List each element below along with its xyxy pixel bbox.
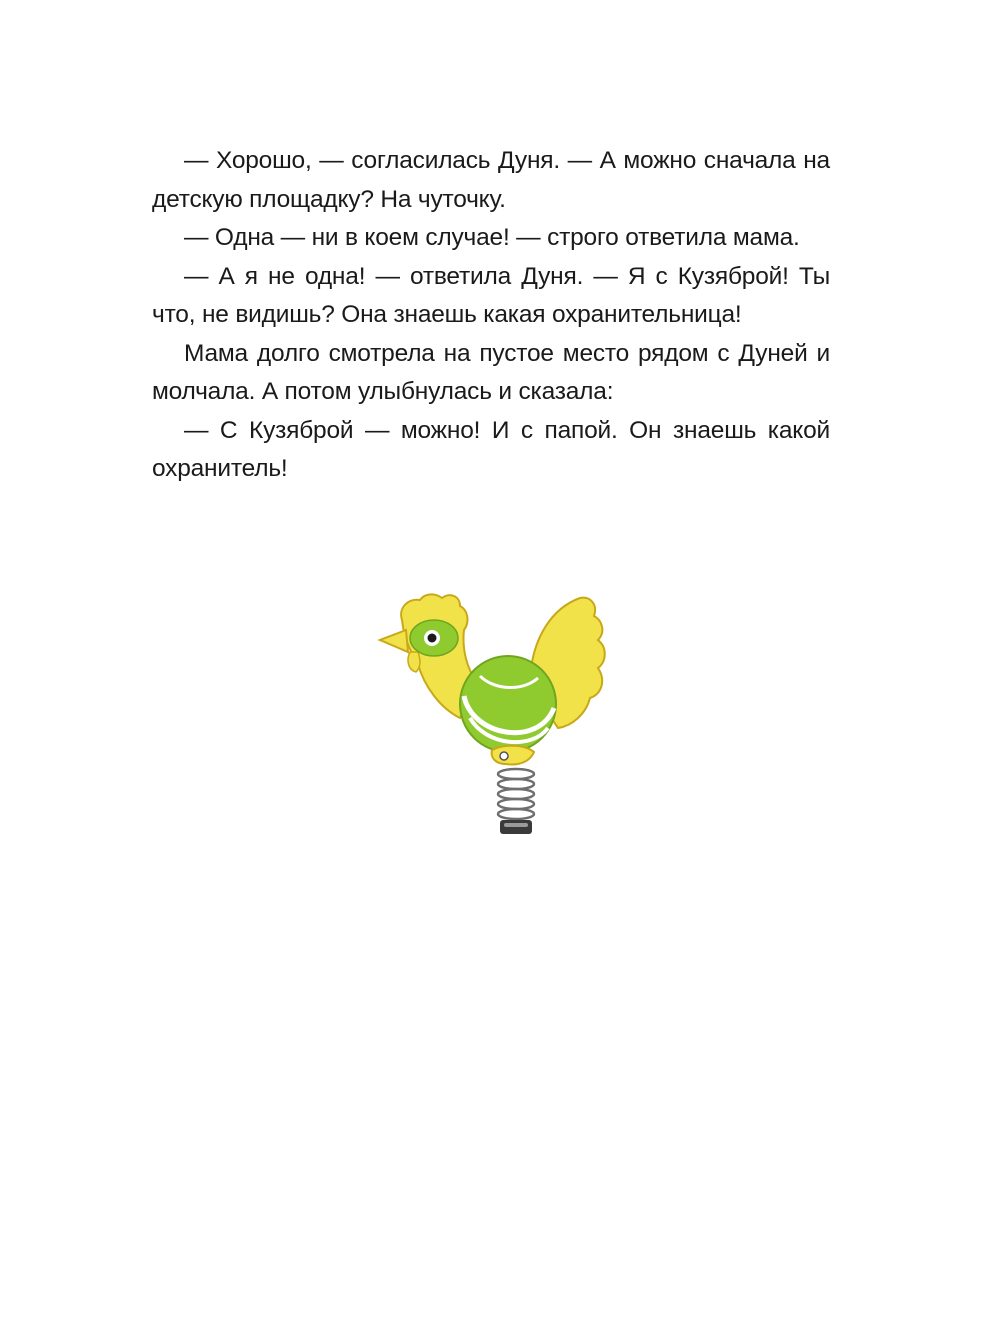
paragraph: — Хорошо, — согласилась Дуня. — А можно сначала на детскую площадку? На чуточку. <box>152 147 830 213</box>
paragraph: — С Кузяброй — можно! И с папой. Он знаешь какой охранитель! <box>152 416 830 482</box>
rooster-beak <box>380 630 408 652</box>
rooster-eye <box>428 634 437 643</box>
spring-base-highlight <box>504 823 528 827</box>
rooster-bolt <box>500 752 508 760</box>
paragraph: Мама долго смотрела на пустое место рядом с Дуней и молчала. А потом улыбнулась и сказала: <box>152 339 830 405</box>
rooster-illustration <box>362 568 612 858</box>
paragraph: — А я не одна! — ответила Дуня. — Я с Кузяброй! Ты что, не видишь? Она знаешь какая охранительница! <box>152 262 830 328</box>
rooster-belly <box>460 656 556 752</box>
paragraph: — Одна — ни в коем случае! — строго ответила мама. <box>184 224 800 251</box>
rooster-drawing <box>362 568 612 858</box>
spring <box>498 769 534 819</box>
rooster-wattle <box>408 652 420 672</box>
story-text <box>152 142 830 489</box>
rooster-seat <box>492 746 534 765</box>
